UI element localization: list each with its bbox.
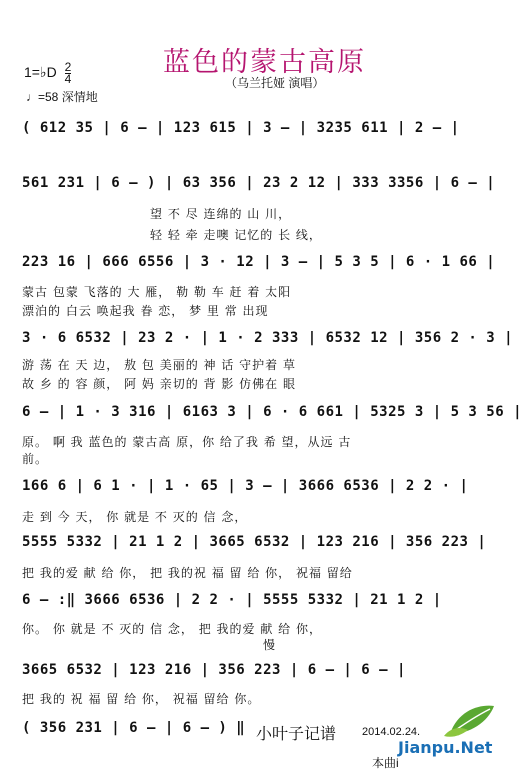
music-line-6: 166 6 | 6 1 · | 1 · 65 | 3 – | 3666 6536 | 2 2 · | [22, 478, 469, 494]
lyric-line-2b: 轻 轻 牵 走噢 记忆的 长 线， [150, 228, 322, 242]
song-title: 蓝色的蒙古高原 [163, 47, 366, 78]
lyric-line-5a: 原。 啊 我 蓝色的 蒙古高 原，你 给了我 希 望，从远 古 [22, 435, 352, 449]
transcriber-signature: 小叶子记谱 [256, 724, 337, 743]
tempo-marking: ♩=58 深情地 [26, 90, 98, 104]
time-top: 2 [64, 60, 72, 74]
lyric-line-3b: 漂泊的 白云 唤起我 眷 恋， 梦 里 常 出现 [22, 304, 269, 318]
music-line-2: 561 231 | 6 – ) | 63 356 | 23 2 12 | 333 3356 | 6 – | [22, 175, 496, 191]
music-line-3: 223 16 | 666 6556 | 3 · 12 | 3 – | 5 3 5 | 6 · 1 66 | [22, 254, 496, 270]
music-line-7: 5555 5332 | 21 1 2 | 3665 6532 | 123 216 | 356 223 | [22, 534, 487, 550]
performer-credit: （乌兰托娅 演唱） [225, 76, 325, 90]
lyric-line-6a: 走 到 今 天， 你 就是 不 灭的 信 念， [22, 510, 248, 524]
music-line-8: 6 – :‖ 3666 6536 | 2 2 · | 5555 5332 | 21 1 2 | [22, 592, 442, 608]
music-line-5: 6 – | 1 · 3 316 | 6163 3 | 6 · 6 661 | 5325 3 | 5 3 56 | [22, 404, 523, 420]
lyric-line-2a: 望 不 尽 连绵的 山 川， [150, 207, 292, 221]
time-signature [65, 62, 72, 85]
lyric-line-4b: 故 乡 的 容 颜， 阿 妈 亲切的 背 影 仿佛在 眼 [22, 377, 296, 391]
lyric-line-5b: 前。 [22, 452, 49, 466]
lyric-line-3a: 蒙古 包蒙 飞落的 大 雁， 勒 勒 车 赶 着 太阳 [22, 285, 292, 299]
transcription-date: 2014.02.24. [362, 726, 421, 738]
key-text: 1=♭D [24, 64, 57, 81]
leaf-logo-icon [440, 700, 500, 740]
key-signature [24, 62, 71, 85]
site-logo-text: Jianpu.Net [398, 738, 493, 757]
time-bottom: 4 [64, 72, 72, 86]
lyric-line-9a: 把 我的 祝 福 留 给 你， 祝福 留给 你。 [22, 692, 261, 706]
tempo-slow-marker: 慢 [263, 638, 277, 652]
lyric-line-7a: 把 我的爱 献 给 你， 把 我的祝 福 留 给 你， 祝福 留给 [22, 566, 353, 580]
lyric-line-8a: 你。 你 就是 不 灭的 信 念， 把 我的爱 献 给 你， [22, 622, 322, 636]
footer-note: 本曲i [372, 756, 399, 770]
music-line-9: 3665 6532 | 123 216 | 356 223 | 6 – | 6 – | [22, 662, 406, 678]
music-line-1: ( 612 35 | 6 – | 123 615 | 3 – | 3235 611 | 2 – | [22, 120, 460, 136]
lyric-line-4a: 游 荡 在 天 边， 敖 包 美丽的 神 话 守护着 草 [22, 358, 296, 372]
music-line-4: 3 · 6 6532 | 23 2 · | 1 · 2 333 | 6532 12 | 356 2 · 3 | [22, 330, 514, 346]
music-line-10: ( 356 231 | 6 – | 6 – ) ‖ [22, 720, 246, 736]
